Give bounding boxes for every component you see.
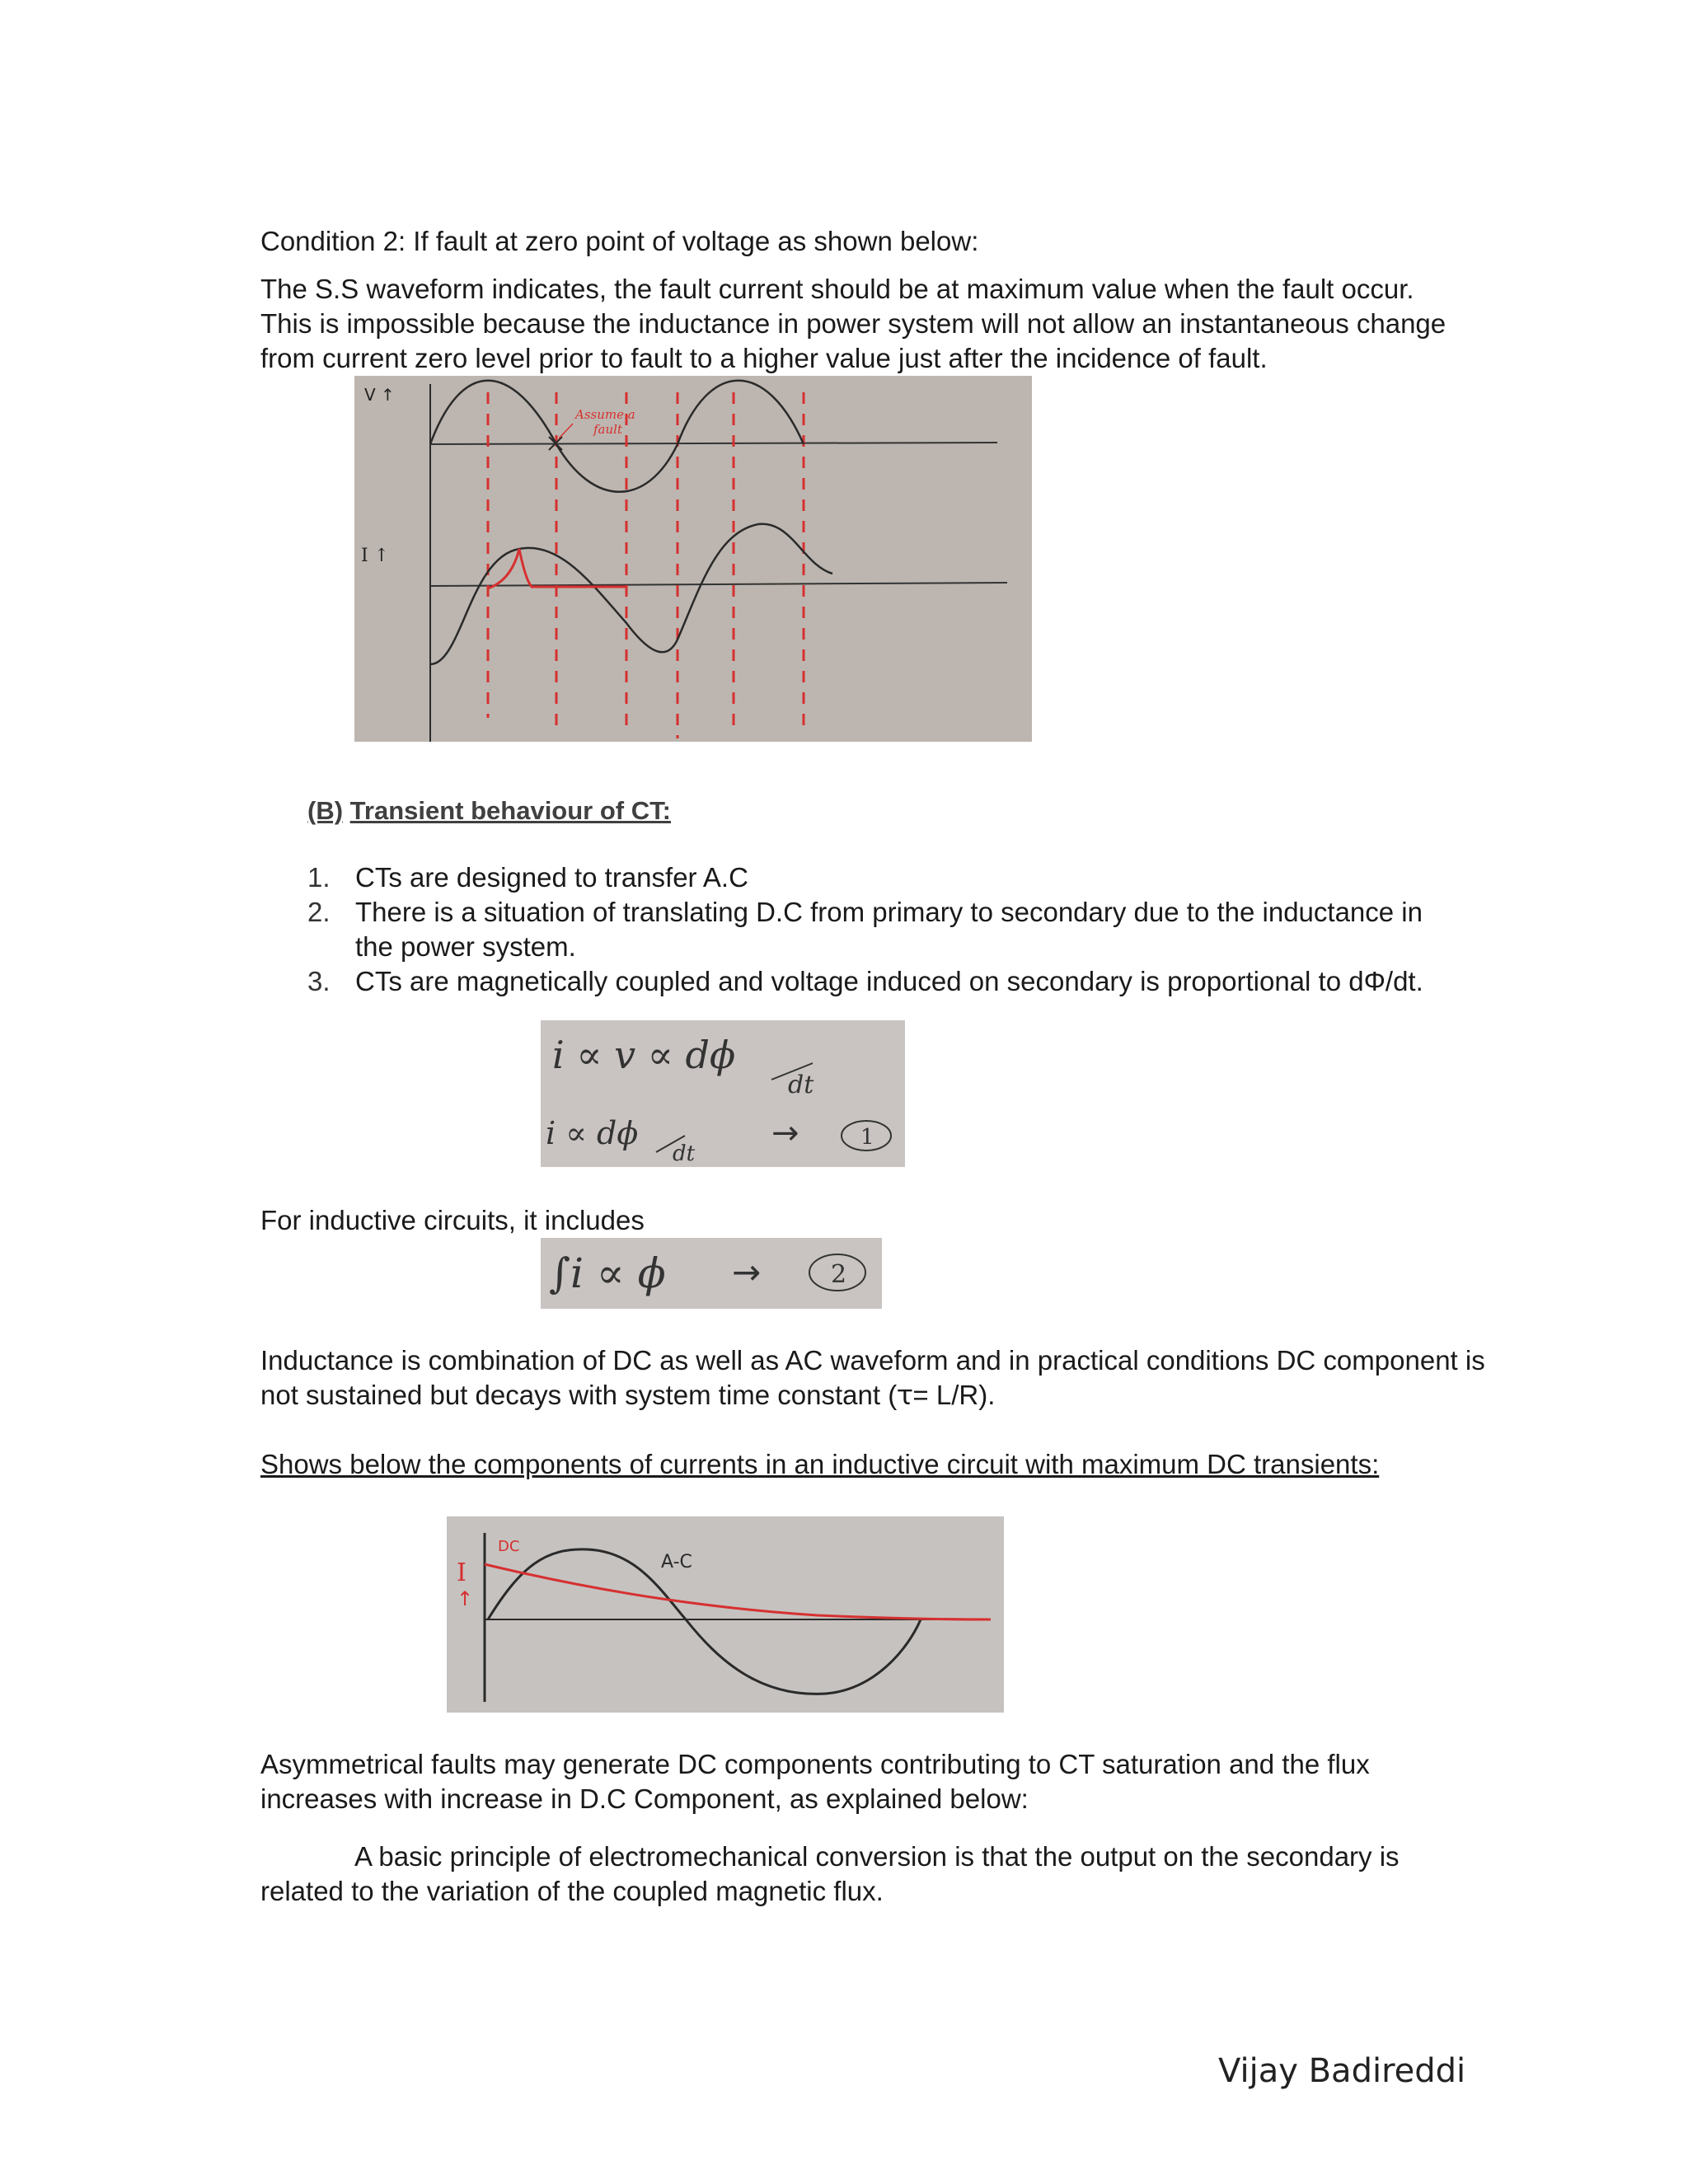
equation-2-number: 2 (831, 1260, 847, 1289)
ss-paragraph (260, 272, 1446, 376)
dc-label: DC (498, 1538, 520, 1555)
condition-heading: Condition 2: If fault at zero point of voltage as shown below: (260, 226, 979, 256)
inductive-circuits-text: For inductive circuits, it includes (260, 1205, 645, 1235)
list-number: 2. (307, 897, 331, 927)
equation-2-svg (541, 1238, 882, 1309)
inductance-paragraph-line: not sustained but decays with system time constant (ꚍ= L/R). (260, 1380, 996, 1410)
list-item (307, 860, 1423, 895)
list-number: 3. (307, 966, 331, 996)
inductance-paragraph-line: Inductance is combination of DC as well as AC waveform and in practical conditions DC component is (260, 1345, 1485, 1376)
inductance-paragraph (260, 1343, 1485, 1413)
principle-paragraph (260, 1840, 1400, 1909)
asymmetrical-paragraph-line: Asymmetrical faults may generate DC components contributing to CT saturation and the flux (260, 1749, 1370, 1779)
up-arrow-icon: ↑ (457, 1587, 474, 1610)
principle-paragraph-line: A basic principle of electromechanical conversion is that the output on the secondary is (354, 1841, 1400, 1872)
ac-label: A-C (661, 1552, 692, 1572)
equation-image-1 (541, 1020, 905, 1167)
ct-facts-list (307, 860, 1423, 999)
section-b-marker: (B) (307, 796, 344, 825)
list-item-text: There is a situation of translating D.C from primary to secondary due to the inductance in (355, 897, 1423, 927)
principle-paragraph-line: related to the variation of the coupled magnetic flux. (260, 1876, 884, 1906)
assume-fault-annotation: Assume a (575, 407, 635, 422)
components-caption: Shows below the components of currents in an inductive circuit with maximum DC transients: (260, 1449, 1380, 1479)
fault-waveform-svg (354, 376, 1032, 742)
equation-1-svg (541, 1020, 905, 1167)
section-b-title: Transient behaviour of CT: (349, 796, 671, 825)
list-number: 1. (307, 862, 331, 893)
list-item-text: the power system. (355, 931, 576, 962)
equation-1-line-2: i ∝ dϕ (546, 1115, 639, 1151)
v-axis-label: V ↑ (364, 385, 395, 405)
author-name: Vijay Badireddi (1218, 2052, 1466, 2090)
equation-2-expression: ∫i ∝ ϕ (549, 1249, 666, 1297)
list-item (307, 964, 1423, 999)
list-item-text: CTs are magnetically coupled and voltage induced on secondary is proportional to dΦ/dt. (355, 966, 1423, 996)
arrow-icon: → (732, 1252, 762, 1292)
equation-1-dt: dt (788, 1071, 814, 1099)
asymmetrical-paragraph (260, 1747, 1370, 1816)
assume-fault-annotation: fault (593, 422, 622, 437)
list-item-text: CTs are designed to transfer A.C (355, 862, 748, 893)
asymmetrical-paragraph-line: increases with increase in D.C Component, as explained below: (260, 1783, 1029, 1814)
ss-paragraph-line: The S.S waveform indicates, the fault current should be at maximum value when the fault occur. (260, 274, 1414, 304)
equation-1-line-1: i ∝ v ∝ dϕ (552, 1033, 736, 1077)
ss-paragraph-line: This is impossible because the inductance in power system will not allow an instantaneous change (260, 308, 1447, 339)
fault-waveform-figure (354, 376, 1032, 742)
i-axis-label: I ↑ (361, 546, 390, 566)
ss-paragraph-line: from current zero level prior to fault to a higher value just after the incidence of fault. (260, 343, 1268, 373)
arrow-icon: → (771, 1114, 799, 1152)
list-item (307, 895, 1423, 964)
equation-image-2 (541, 1238, 882, 1309)
section-b-heading (307, 796, 671, 826)
equation-1-number: 1 (860, 1125, 874, 1150)
equation-1-dt-2: dt (673, 1141, 696, 1166)
dc-ac-svg (447, 1516, 1004, 1713)
i-axis-label: I (457, 1558, 467, 1587)
dc-ac-components-figure (447, 1516, 1004, 1713)
